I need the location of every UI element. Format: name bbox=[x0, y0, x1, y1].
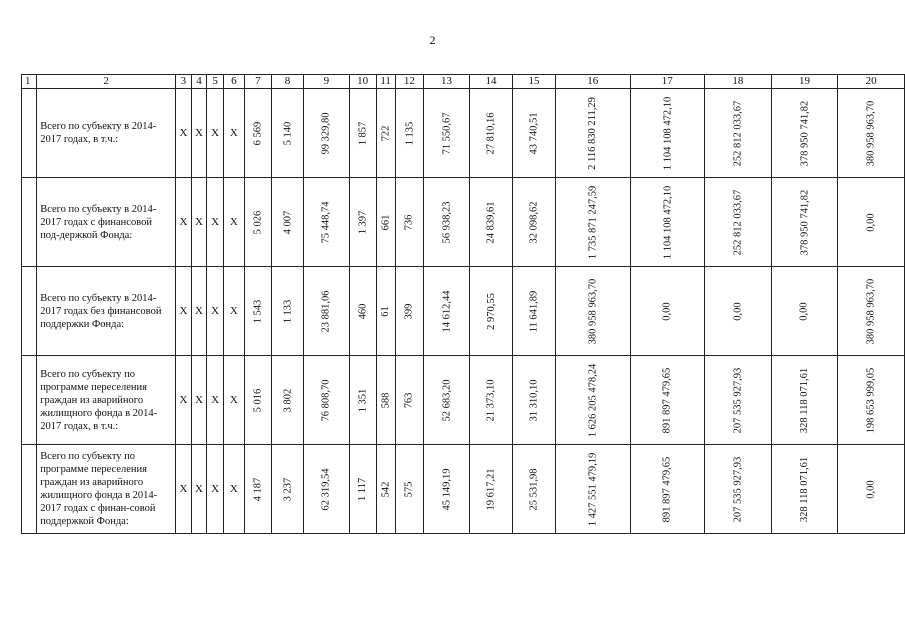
value-cell-col-19 bbox=[771, 89, 838, 178]
value-cell-col-10 bbox=[349, 178, 376, 267]
value-cell-col-9 bbox=[304, 178, 350, 267]
value-text: 25 531,98 bbox=[528, 468, 540, 511]
cell-c4: X bbox=[191, 356, 207, 445]
row-label: Всего по субъекту по программе переселения граждан из аварийного жилищного фонда в 2014-2017 годах, в т.ч.: bbox=[37, 356, 176, 445]
row-number-cell bbox=[22, 356, 37, 445]
column-header-10: 10 bbox=[349, 75, 376, 89]
value-text: 61 bbox=[380, 306, 392, 317]
value-cell-col-20 bbox=[838, 356, 905, 445]
column-header-11: 11 bbox=[376, 75, 395, 89]
value-text: 460 bbox=[357, 303, 369, 320]
value-cell-col-11 bbox=[376, 89, 395, 178]
value-text: 1 626 205 478,24 bbox=[587, 363, 599, 438]
value-text: 252 812 033,67 bbox=[732, 189, 744, 256]
header-row bbox=[22, 75, 905, 89]
value-text: 0,00 bbox=[798, 302, 810, 321]
value-text: 14 612,44 bbox=[441, 290, 453, 333]
value-cell-col-11 bbox=[376, 267, 395, 356]
value-cell-col-12 bbox=[395, 89, 423, 178]
value-cell-col-11 bbox=[376, 356, 395, 445]
value-text: 1 543 bbox=[252, 299, 264, 324]
column-header-20: 20 bbox=[838, 75, 905, 89]
cell-c6: X bbox=[223, 267, 244, 356]
row-number-cell bbox=[22, 178, 37, 267]
value-cell-col-14 bbox=[470, 445, 513, 534]
column-header-18: 18 bbox=[705, 75, 772, 89]
value-cell-col-15 bbox=[513, 267, 556, 356]
value-cell-col-9 bbox=[304, 267, 350, 356]
value-cell-col-10 bbox=[349, 89, 376, 178]
cell-c5: X bbox=[207, 178, 224, 267]
row-number-cell bbox=[22, 89, 37, 178]
value-text: 0,00 bbox=[865, 480, 877, 499]
value-cell-col-16 bbox=[556, 445, 631, 534]
value-text: 1 135 bbox=[403, 121, 415, 146]
column-header-9: 9 bbox=[304, 75, 350, 89]
value-cell-col-17 bbox=[630, 445, 705, 534]
value-text: 23 881,06 bbox=[320, 290, 332, 333]
value-text: 588 bbox=[380, 392, 392, 409]
value-text: 252 812 033,67 bbox=[732, 100, 744, 167]
page-number: 2 bbox=[429, 33, 436, 47]
value-text: 1 104 108 472,10 bbox=[661, 96, 673, 171]
cell-c4: X bbox=[191, 178, 207, 267]
cell-c5: X bbox=[207, 356, 224, 445]
value-text: 0,00 bbox=[732, 302, 744, 321]
value-text: 378 950 741,82 bbox=[798, 189, 810, 256]
value-cell-col-19 bbox=[771, 356, 838, 445]
value-cell-col-9 bbox=[304, 356, 350, 445]
value-text: 62 319,54 bbox=[320, 468, 332, 511]
value-text: 575 bbox=[403, 481, 415, 498]
value-cell-col-14 bbox=[470, 356, 513, 445]
row-label: Всего по субъекту в 2014-2017 годах с финансовой под-держкой Фонда: bbox=[37, 178, 176, 267]
value-cell-col-17 bbox=[630, 89, 705, 178]
value-text: 24 839,61 bbox=[485, 201, 497, 244]
column-header-13: 13 bbox=[424, 75, 470, 89]
value-cell-col-13 bbox=[424, 178, 470, 267]
value-text: 380 958 963,70 bbox=[865, 278, 877, 345]
cell-c3: X bbox=[176, 445, 192, 534]
value-cell-col-13 bbox=[424, 89, 470, 178]
column-header-2: 2 bbox=[37, 75, 176, 89]
value-cell-col-11 bbox=[376, 445, 395, 534]
column-header-12: 12 bbox=[395, 75, 423, 89]
value-text: 2 116 830 211,29 bbox=[587, 97, 599, 170]
table-row bbox=[22, 445, 905, 534]
value-cell-col-19 bbox=[771, 267, 838, 356]
value-cell-col-12 bbox=[395, 356, 423, 445]
value-text: 328 118 071,61 bbox=[798, 367, 810, 434]
value-text: 542 bbox=[380, 481, 392, 498]
value-cell-col-17 bbox=[630, 267, 705, 356]
row-label: Всего по субъекту в 2014-2017 годах, в т.ч.: bbox=[37, 89, 176, 178]
value-text: 378 950 741,82 bbox=[798, 100, 810, 167]
row-number-cell bbox=[22, 445, 37, 534]
value-cell-col-7 bbox=[244, 178, 271, 267]
value-cell-col-8 bbox=[272, 445, 304, 534]
value-cell-col-20 bbox=[838, 178, 905, 267]
value-cell-col-18 bbox=[705, 89, 772, 178]
value-text: 19 617,21 bbox=[485, 468, 497, 511]
value-text: 207 535 927,93 bbox=[732, 367, 744, 434]
cell-c4: X bbox=[191, 89, 207, 178]
column-header-6: 6 bbox=[223, 75, 244, 89]
value-cell-col-8 bbox=[272, 178, 304, 267]
value-text: 1 397 bbox=[357, 210, 369, 235]
value-text: 32 098,62 bbox=[528, 201, 540, 244]
value-text: 76 808,70 bbox=[320, 379, 332, 422]
value-cell-col-12 bbox=[395, 267, 423, 356]
value-text: 31 310,10 bbox=[528, 379, 540, 422]
value-text: 1 117 bbox=[357, 477, 369, 502]
column-header-1: 1 bbox=[22, 75, 37, 89]
value-cell-col-14 bbox=[470, 267, 513, 356]
value-text: 5 016 bbox=[252, 388, 264, 413]
row-label: Всего по субъекту в 2014-2017 годах без финансовой поддержки Фонда: bbox=[37, 267, 176, 356]
value-text: 399 bbox=[403, 303, 415, 320]
column-header-7: 7 bbox=[244, 75, 271, 89]
value-cell-col-16 bbox=[556, 356, 631, 445]
value-text: 99 329,80 bbox=[320, 112, 332, 155]
value-text: 5 140 bbox=[282, 121, 294, 146]
column-header-15: 15 bbox=[513, 75, 556, 89]
cell-c6: X bbox=[223, 445, 244, 534]
column-header-16: 16 bbox=[556, 75, 631, 89]
value-text: 5 026 bbox=[252, 210, 264, 235]
table-row bbox=[22, 356, 905, 445]
value-text: 52 683,20 bbox=[441, 379, 453, 422]
value-text: 1 427 551 479,19 bbox=[587, 452, 599, 527]
value-cell-col-15 bbox=[513, 445, 556, 534]
value-cell-col-13 bbox=[424, 445, 470, 534]
value-text: 1 104 108 472,10 bbox=[661, 185, 673, 260]
value-cell-col-18 bbox=[705, 267, 772, 356]
value-text: 722 bbox=[380, 125, 392, 142]
value-cell-col-7 bbox=[244, 89, 271, 178]
value-text: 891 897 479,65 bbox=[661, 456, 673, 523]
value-text: 736 bbox=[403, 214, 415, 231]
value-cell-col-15 bbox=[513, 356, 556, 445]
column-header-4: 4 bbox=[191, 75, 207, 89]
row-number-cell bbox=[22, 267, 37, 356]
value-cell-col-12 bbox=[395, 178, 423, 267]
value-text: 380 958 963,70 bbox=[587, 278, 599, 345]
cell-c6: X bbox=[223, 178, 244, 267]
value-text: 71 550,67 bbox=[441, 112, 453, 155]
value-text: 21 373,10 bbox=[485, 379, 497, 422]
value-text: 1 351 bbox=[357, 388, 369, 413]
value-cell-col-14 bbox=[470, 89, 513, 178]
value-cell-col-10 bbox=[349, 356, 376, 445]
cell-c6: X bbox=[223, 356, 244, 445]
value-cell-col-16 bbox=[556, 178, 631, 267]
cell-c3: X bbox=[176, 178, 192, 267]
value-text: 1 857 bbox=[357, 121, 369, 146]
value-cell-col-16 bbox=[556, 89, 631, 178]
value-text: 3 237 bbox=[282, 477, 294, 502]
cell-c3: X bbox=[176, 356, 192, 445]
column-header-8: 8 bbox=[272, 75, 304, 89]
column-header-17: 17 bbox=[630, 75, 705, 89]
cell-c3: X bbox=[176, 267, 192, 356]
value-cell-col-7 bbox=[244, 445, 271, 534]
value-cell-col-9 bbox=[304, 445, 350, 534]
cell-c5: X bbox=[207, 267, 224, 356]
value-text: 328 118 071,61 bbox=[798, 456, 810, 523]
value-text: 56 938,23 bbox=[441, 201, 453, 244]
value-cell-col-7 bbox=[244, 356, 271, 445]
value-cell-col-8 bbox=[272, 267, 304, 356]
value-cell-col-9 bbox=[304, 89, 350, 178]
column-header-14: 14 bbox=[470, 75, 513, 89]
table-row bbox=[22, 89, 905, 178]
value-cell-col-16 bbox=[556, 267, 631, 356]
value-cell-col-10 bbox=[349, 267, 376, 356]
value-text: 207 535 927,93 bbox=[732, 456, 744, 523]
value-text: 75 448,74 bbox=[320, 201, 332, 244]
value-cell-col-17 bbox=[630, 356, 705, 445]
table-row bbox=[22, 178, 905, 267]
cell-c5: X bbox=[207, 89, 224, 178]
value-cell-col-10 bbox=[349, 445, 376, 534]
row-label: Всего по субъекту по программе переселения граждан из аварийного жилищного фонда в 2014-2017 годах с финан-совой поддержкой Фонда: bbox=[37, 445, 176, 534]
value-text: 3 802 bbox=[282, 388, 294, 413]
cell-c4: X bbox=[191, 445, 207, 534]
cell-c3: X bbox=[176, 89, 192, 178]
cell-c6: X bbox=[223, 89, 244, 178]
value-cell-col-13 bbox=[424, 267, 470, 356]
column-header-19: 19 bbox=[771, 75, 838, 89]
value-cell-col-18 bbox=[705, 178, 772, 267]
value-cell-col-20 bbox=[838, 89, 905, 178]
value-text: 0,00 bbox=[661, 302, 673, 321]
value-text: 6 569 bbox=[252, 121, 264, 146]
value-cell-col-20 bbox=[838, 267, 905, 356]
column-header-5: 5 bbox=[207, 75, 224, 89]
value-text: 198 653 999,05 bbox=[865, 367, 877, 434]
column-header-3: 3 bbox=[176, 75, 192, 89]
summary-table bbox=[21, 74, 905, 534]
cell-c4: X bbox=[191, 267, 207, 356]
value-text: 661 bbox=[380, 214, 392, 231]
value-text: 45 149,19 bbox=[441, 468, 453, 511]
value-cell-col-14 bbox=[470, 178, 513, 267]
value-cell-col-15 bbox=[513, 89, 556, 178]
value-cell-col-12 bbox=[395, 445, 423, 534]
table-row bbox=[22, 267, 905, 356]
value-text: 2 970,55 bbox=[485, 293, 497, 330]
value-cell-col-19 bbox=[771, 445, 838, 534]
value-text: 1 735 871 247,59 bbox=[587, 185, 599, 260]
value-cell-col-18 bbox=[705, 356, 772, 445]
value-text: 11 641,89 bbox=[528, 290, 540, 333]
value-cell-col-11 bbox=[376, 178, 395, 267]
value-text: 43 740,51 bbox=[528, 112, 540, 155]
value-text: 4 007 bbox=[282, 210, 294, 235]
value-cell-col-8 bbox=[272, 356, 304, 445]
value-text: 380 958 963,70 bbox=[865, 100, 877, 167]
value-cell-col-17 bbox=[630, 178, 705, 267]
value-cell-col-20 bbox=[838, 445, 905, 534]
value-text: 1 133 bbox=[282, 299, 294, 324]
value-cell-col-8 bbox=[272, 89, 304, 178]
value-cell-col-15 bbox=[513, 178, 556, 267]
value-text: 4 187 bbox=[252, 477, 264, 502]
value-text: 27 810,16 bbox=[485, 112, 497, 155]
value-text: 891 897 479,65 bbox=[661, 367, 673, 434]
cell-c5: X bbox=[207, 445, 224, 534]
value-cell-col-13 bbox=[424, 356, 470, 445]
value-text: 763 bbox=[403, 392, 415, 409]
value-cell-col-19 bbox=[771, 178, 838, 267]
value-text: 0,00 bbox=[865, 213, 877, 232]
value-cell-col-7 bbox=[244, 267, 271, 356]
value-cell-col-18 bbox=[705, 445, 772, 534]
